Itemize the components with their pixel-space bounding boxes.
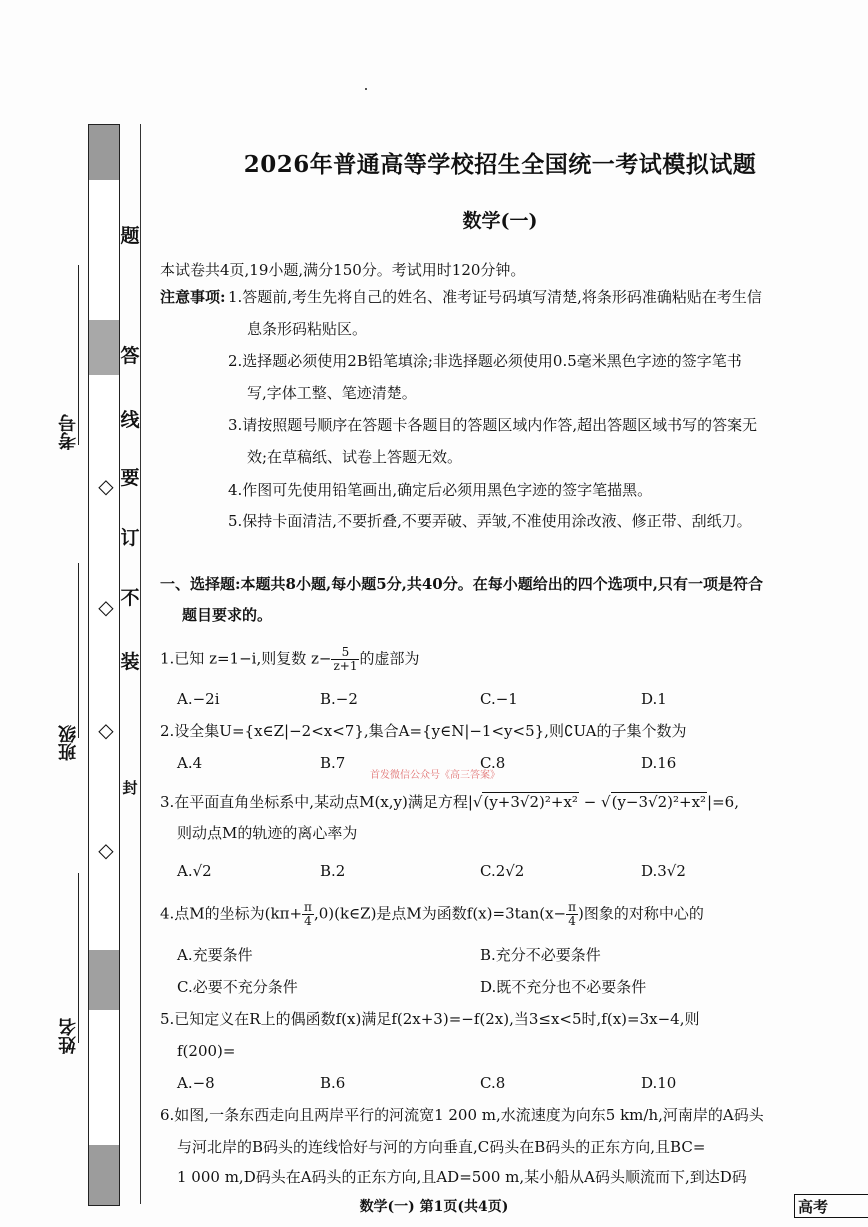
q2-option-a: A.4 [177,754,203,772]
scan-dot [365,88,367,90]
corner-tab: 高考 [794,1194,868,1218]
q5-option-d: D.10 [641,1074,677,1092]
q5-option-a: A.−8 [177,1074,215,1092]
q1-post: 的虚部为 [359,649,420,668]
q2-option-b: B.7 [320,754,346,772]
note-2-cont: 写,字体工整、笔迹清楚。 [247,384,417,402]
note-5: 5.保持卡面清洁,不要折叠,不要弄破、弄皱,不准使用涂改液、修正带、刮纸刀。 [228,512,752,530]
q4-option-a: A.充要条件 [177,946,253,964]
diamond-icon: ◇ [98,838,114,862]
q3-option-a: A.√2 [177,862,212,880]
page-footer: 数学(一) 第1页(共4页) [359,1199,509,1215]
fold-word: 题 [120,225,140,247]
cut-line [140,124,141,1204]
q3-option-c: C.2√2 [480,862,525,880]
q1-option-a: A.−2i [177,690,220,708]
note-4: 4.作图可先使用铅笔画出,确定后必须用黑色字迹的签字笔描黑。 [228,481,653,499]
q4-option-c: C.必要不充分条件 [177,978,298,996]
q1-fraction: $\frac{5}{z+1}$ [333,645,358,673]
class-label: 班级 [58,725,79,761]
strip-shade [89,950,119,1010]
q2-option-c: C.8 [480,754,506,772]
watermark-text: 首发微信公众号《高三答案》 [370,770,500,781]
question-6-cont: 1 000 m,D码头在A码头的正东方向,且AD=500 m,某小船从A码头顺流而下,到达D码 [177,1168,747,1186]
fold-word: 不 [120,587,140,609]
fold-word: 要 [120,467,140,489]
question-5-cont: f(200)= [177,1042,236,1060]
question-4: 4.点M的坐标为(kπ+ $\frac{\pi}{4}$ ,0)(k∈Z)是点M为函数f(x)=3tan(x− $\frac{\pi}{4}$ )图象的对称中心的 [160,900,704,928]
fold-word: 答 [120,345,140,367]
q1-option-c: C.−1 [480,690,518,708]
name-label: 姓名 [58,1018,79,1054]
note-3: 3.请按照题号顺序在答题卡各题目的答题区域内作答,超出答题区域书写的答案无 [228,416,758,434]
question-3-cont: 则动点M的轨迹的离心率为 [177,824,358,842]
q2-option-d: D.16 [641,754,677,772]
q3-option-b: B.2 [320,862,346,880]
q1-pre: 1.已知 z=1−i,则复数 z− [160,649,332,668]
question-2: 2.设全集U={x∈Z|−2<x<7},集合A={y∈N|−1<y<5},则∁UA的子集个数为 [160,722,687,740]
section-heading: 一、选择题:本题共8小题,每小题5分,共40分。在每小题给出的四个选项中,只有一项是符合 [160,575,763,593]
question-1 [160,646,420,673]
q4-option-d: D.既不充分也不必要条件 [480,978,647,996]
diamond-icon: ◇ [98,595,114,619]
note-1-cont: 息条形码粘贴区。 [247,320,368,338]
strip-shade [89,125,119,180]
diamond-icon: ◇ [98,474,114,498]
exam-no-label: 考号 [58,414,79,450]
notes-label: 注意事项: [160,288,226,306]
diamond-icon: ◇ [98,718,114,742]
exam-subtitle: 数学(一) [462,210,538,232]
q5-option-c: C.8 [480,1074,506,1092]
section-heading-cont: 题目要求的。 [182,606,273,624]
note-2: 2.选择题必须使用2B铅笔填涂;非选择题必须使用0.5毫米黑色字迹的签字笔书 [228,352,742,370]
class-line [78,563,79,738]
question-3: 3.在平面直角坐标系中,某动点M(x,y)满足方程|√(y+3√2)²+x² − √(y−3√2)²+x²|=6, [160,793,739,811]
binding-strip [88,124,120,1206]
q1-option-b: B.−2 [320,690,358,708]
strip-shade [89,320,119,375]
question-5: 5.已知定义在R上的偶函数f(x)满足f(2x+3)=−f(2x),当3≤x<5时,f(x)=3x−4,则 [160,1010,700,1028]
q5-option-b: B.6 [320,1074,346,1092]
fold-word: 封 [122,779,138,797]
intro-text: 本试卷共4页,19小题,满分150分。考试用时120分钟。 [160,261,526,279]
exam-title: 2026年普通高等学校招生全国统一考试模拟试题 [243,151,757,178]
fold-word: 线 [120,409,140,431]
q4-option-b: B.充分不必要条件 [480,946,601,964]
q3-option-d: D.3√2 [641,862,686,880]
fold-word: 装 [120,651,140,673]
question-6-cont: 与河北岸的B码头的连线恰好与河的方向垂直,C码头在B码头的正东方向,且BC= [177,1138,706,1156]
q1-option-d: D.1 [641,690,667,708]
note-3-cont: 效;在草稿纸、试卷上答题无效。 [247,448,463,466]
question-6: 6.如图,一条东西走向且两岸平行的河流宽1 200 m,水流速度为向东5 km/h,河南岸的A码头 [160,1106,764,1124]
fold-word: 订 [120,527,140,549]
note-1: 1.答题前,考生先将自己的姓名、准考证号码填写清楚,将条形码准确粘贴在考生信 [228,288,762,306]
